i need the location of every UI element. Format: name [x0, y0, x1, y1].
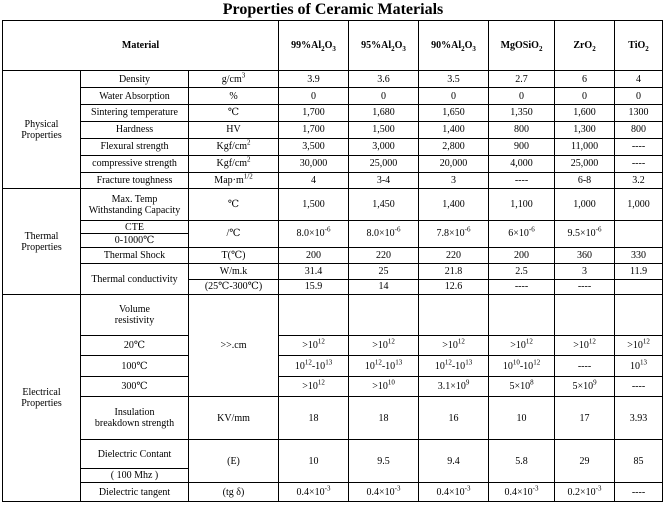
unit-text: g/cm — [221, 73, 242, 85]
property-value: 3.93 — [615, 397, 663, 440]
value-base-2: -10 — [451, 360, 466, 372]
property-label: Dielectric Contant — [81, 440, 189, 469]
value-base: 0.2×10 — [567, 486, 596, 498]
property-value — [555, 221, 615, 248]
unit-text: % — [229, 90, 238, 102]
property-value: 0 — [279, 88, 349, 105]
property-value: 220 — [349, 247, 419, 263]
material-name: TiO — [628, 40, 646, 52]
physical-row — [3, 121, 663, 138]
physical-row — [3, 104, 663, 121]
value-base: 10 — [294, 360, 305, 372]
value-exponent: -3 — [532, 484, 539, 493]
property-unit: (E) — [189, 440, 279, 483]
property-value: 900 — [489, 138, 555, 155]
property-value: 0 — [615, 88, 663, 105]
value-exponent: -6 — [528, 226, 535, 235]
property-value: 18 — [349, 397, 419, 440]
physical-row — [3, 88, 663, 105]
property-value — [615, 221, 663, 248]
property-value — [615, 356, 663, 376]
value-base: 7.8×10 — [436, 228, 465, 240]
property-unit — [189, 71, 279, 88]
value-exponent: -3 — [394, 484, 401, 493]
property-value: ---- — [489, 279, 555, 294]
value-exponent: 12 — [317, 337, 325, 346]
property-value: ---- — [555, 279, 615, 294]
value-base: 9.5×10 — [567, 228, 596, 240]
property-unit: W/m.k — [189, 264, 279, 279]
property-value: 1,500 — [349, 121, 419, 138]
property-value: 3.6 — [349, 71, 419, 88]
unit-text: ℃ — [227, 107, 240, 119]
value-base: >10 — [573, 340, 589, 352]
property-value — [279, 483, 349, 502]
unit-superscript: 2 — [247, 155, 251, 164]
material-subscript: 2 — [538, 45, 543, 54]
unit-text: Kgf/cm — [216, 158, 248, 170]
property-value: 31.4 — [279, 264, 349, 279]
property-label: Thermal Shock — [81, 247, 189, 263]
value-base: 10 — [502, 360, 513, 372]
value-base: 10 — [364, 360, 375, 372]
property-value: 3,500 — [279, 138, 349, 155]
property-value: 1,600 — [555, 104, 615, 121]
property-value: 18 — [279, 397, 349, 440]
material-name: 90%Al — [431, 40, 462, 52]
property-value — [615, 376, 663, 396]
property-unit — [189, 155, 279, 172]
property-value: 0 — [419, 88, 489, 105]
value-exponent: 9 — [593, 378, 597, 387]
property-unit — [189, 121, 279, 138]
property-label: Insulation breakdown strength — [81, 397, 189, 440]
value-base: ---- — [631, 486, 646, 498]
material-subscript-2: 3 — [332, 45, 336, 54]
property-value: 1,700 — [279, 104, 349, 121]
value-base: 3.1×10 — [437, 381, 466, 393]
property-value — [279, 376, 349, 396]
value-base-2: -10 — [311, 360, 326, 372]
property-value: 6-8 — [555, 172, 615, 189]
material-column-header — [615, 21, 663, 71]
property-value — [615, 279, 663, 294]
property-value — [279, 335, 349, 355]
value-base: 0.4×10 — [504, 486, 533, 498]
property-unit — [189, 88, 279, 105]
property-label: Water Absorption — [81, 88, 189, 105]
value-exponent: 10 — [512, 358, 520, 367]
property-value: 1,400 — [419, 121, 489, 138]
value-exponent: 12 — [304, 358, 312, 367]
value-base-2: -10 — [381, 360, 396, 372]
value-exponent: 8 — [530, 378, 534, 387]
material-column-header — [489, 21, 555, 71]
property-value — [615, 294, 663, 335]
property-unit: /℃ — [189, 221, 279, 248]
property-value: 1,500 — [279, 189, 349, 221]
property-value — [489, 356, 555, 376]
material-subscript: 2 — [461, 45, 465, 54]
property-value: 17 — [555, 397, 615, 440]
property-value — [349, 294, 419, 335]
property-label: Fracture toughness — [81, 172, 189, 189]
property-value: 3.9 — [279, 71, 349, 88]
property-value: 16 — [419, 397, 489, 440]
property-value: 12.6 — [419, 279, 489, 294]
unit-superscript: 1/2 — [243, 172, 253, 181]
property-value: 3,000 — [349, 138, 419, 155]
property-value: 10 — [279, 440, 349, 483]
property-label: Sintering temperature — [81, 104, 189, 121]
value-exponent-2: 13 — [395, 358, 403, 367]
property-value: 25 — [349, 264, 419, 279]
value-base: ---- — [631, 381, 646, 393]
value-exponent: 12 — [317, 378, 325, 387]
unit-superscript: 2 — [247, 138, 251, 147]
value-exponent: 12 — [387, 337, 395, 346]
value-exponent-2: 12 — [533, 358, 541, 367]
property-value: 4 — [615, 71, 663, 88]
property-sublabel: 0-1000℃ — [81, 234, 189, 247]
electrical-row — [3, 376, 663, 396]
value-exponent: 12 — [457, 337, 465, 346]
page-title: Properties of Ceramic Materials — [222, 1, 444, 18]
property-label: Volume resistivity — [81, 294, 189, 335]
property-value: 3 — [419, 172, 489, 189]
property-value — [349, 356, 419, 376]
property-value — [349, 483, 419, 502]
property-value — [489, 376, 555, 396]
property-label: 100℃ — [81, 356, 189, 376]
electrical-row — [3, 397, 663, 440]
material-subscript: 2 — [321, 45, 325, 54]
property-value — [419, 221, 489, 248]
property-value: 1,700 — [279, 121, 349, 138]
property-value — [349, 221, 419, 248]
property-value: 2,800 — [419, 138, 489, 155]
property-value: 9.4 — [419, 440, 489, 483]
value-base: >10 — [302, 340, 318, 352]
property-label: 300℃ — [81, 376, 189, 396]
value-exponent: -6 — [394, 226, 401, 235]
property-value: 4 — [279, 172, 349, 189]
value-base: 0.4×10 — [366, 486, 395, 498]
value-base: 8.0×10 — [296, 228, 325, 240]
property-value: 25,000 — [349, 155, 419, 172]
property-value: 2.7 — [489, 71, 555, 88]
property-value — [489, 335, 555, 355]
property-value: 5.8 — [489, 440, 555, 483]
value-exponent: -6 — [595, 226, 602, 235]
property-value: 1,650 — [419, 104, 489, 121]
electrical-row — [3, 440, 663, 469]
property-value: 10 — [489, 397, 555, 440]
property-unit: >>.cm — [189, 294, 279, 396]
value-exponent: -6 — [464, 226, 471, 235]
value-base: >10 — [627, 340, 643, 352]
property-value: 3-4 — [349, 172, 419, 189]
property-value: ---- — [489, 172, 555, 189]
value-exponent: 12 — [525, 337, 533, 346]
value-exponent: 12 — [444, 358, 452, 367]
property-value — [419, 483, 489, 502]
property-value — [615, 483, 663, 502]
property-label: CTE — [81, 221, 189, 234]
property-value — [349, 335, 419, 355]
property-value — [555, 294, 615, 335]
value-base: 0.4×10 — [296, 486, 325, 498]
property-label: Hardness — [81, 121, 189, 138]
value-base: >10 — [372, 381, 388, 393]
property-value: 4,000 — [489, 155, 555, 172]
property-value: 2.5 — [489, 264, 555, 279]
value-base: 8.0×10 — [366, 228, 395, 240]
property-value: 30,000 — [279, 155, 349, 172]
property-value: 1300 — [615, 104, 663, 121]
property-unit: T(℃) — [189, 247, 279, 263]
property-label: Flexural strength — [81, 138, 189, 155]
property-value — [489, 483, 555, 502]
property-label: Max. Temp Withstanding Capacity — [81, 189, 189, 221]
value-base: 6×10 — [508, 228, 529, 240]
property-value — [419, 376, 489, 396]
value-base: >10 — [510, 340, 526, 352]
property-unit: KV/mm — [189, 397, 279, 440]
property-label: Dielectric tangent — [81, 483, 189, 502]
material-subscript-2: 3 — [472, 45, 476, 54]
property-value: 25,000 — [555, 155, 615, 172]
thermal-row — [3, 221, 663, 234]
property-value: 800 — [489, 121, 555, 138]
property-unit: (25℃-300℃) — [189, 279, 279, 294]
property-value: 3.5 — [419, 71, 489, 88]
property-value: 200 — [489, 247, 555, 263]
value-base: 5×10 — [572, 381, 594, 393]
value-exponent: 12 — [588, 337, 596, 346]
electrical-row — [3, 335, 663, 355]
property-unit: (tg δ) — [189, 483, 279, 502]
property-value: 800 — [615, 121, 663, 138]
property-value: 330 — [615, 247, 663, 263]
property-sublabel: ( 100 Mhz ) — [81, 469, 189, 483]
value-base-2: -10 — [519, 360, 534, 372]
property-label: Density — [81, 71, 189, 88]
property-value — [349, 376, 419, 396]
material-name-mid: O — [394, 40, 403, 52]
material-subscript-2: 3 — [402, 45, 406, 54]
property-value — [419, 294, 489, 335]
property-value: 11,000 — [555, 138, 615, 155]
material-column-header — [279, 21, 349, 71]
property-value — [555, 483, 615, 502]
physical-row — [3, 172, 663, 189]
physical-row — [3, 155, 663, 172]
property-label: Thermal conductivity — [81, 264, 189, 295]
unit-superscript: 3 — [241, 71, 246, 80]
value-exponent: 10 — [387, 378, 395, 387]
property-value — [555, 376, 615, 396]
unit-text: HV — [226, 124, 241, 136]
value-exponent: 13 — [640, 358, 648, 367]
group-thermal: Thermal Properties — [3, 189, 81, 294]
property-value: 1,000 — [555, 189, 615, 221]
property-value: 29 — [555, 440, 615, 483]
property-value: 6 — [555, 71, 615, 88]
material-subscript: 2 — [592, 45, 596, 54]
property-value: 220 — [419, 247, 489, 263]
property-value: 0 — [555, 88, 615, 105]
property-value — [489, 294, 555, 335]
property-value: 1,450 — [349, 189, 419, 221]
property-value — [279, 294, 349, 335]
property-value — [279, 356, 349, 376]
value-exponent: 12 — [374, 358, 382, 367]
material-name: MgOSiO — [500, 40, 539, 52]
value-exponent: 9 — [465, 378, 470, 387]
property-value: 0 — [489, 88, 555, 105]
property-value: 1,680 — [349, 104, 419, 121]
property-value: 9.5 — [349, 440, 419, 483]
thermal-row — [3, 247, 663, 263]
physical-row — [3, 71, 663, 88]
property-value: 360 — [555, 247, 615, 263]
property-value: 1,300 — [555, 121, 615, 138]
properties-table — [2, 20, 663, 502]
property-value: 3.2 — [615, 172, 663, 189]
property-unit: ℃ — [189, 189, 279, 221]
value-base: ---- — [577, 360, 592, 372]
property-value: 20,000 — [419, 155, 489, 172]
material-column-header — [349, 21, 419, 71]
material-name-mid: O — [464, 40, 473, 52]
material-subscript: 2 — [645, 45, 649, 54]
property-value — [279, 221, 349, 248]
material-name: 99%Al — [291, 40, 322, 52]
property-value: ---- — [615, 138, 663, 155]
property-value: 11.9 — [615, 264, 663, 279]
property-value: 21.8 — [419, 264, 489, 279]
value-base: >10 — [372, 340, 388, 352]
property-value: 15.9 — [279, 279, 349, 294]
property-value: 1,000 — [615, 189, 663, 221]
value-exponent: -3 — [324, 484, 331, 493]
unit-text: Map·m — [214, 174, 244, 186]
property-value — [419, 335, 489, 355]
property-value: 14 — [349, 279, 419, 294]
property-value — [615, 335, 663, 355]
material-subscript: 2 — [391, 45, 395, 54]
property-value — [419, 356, 489, 376]
property-value: 85 — [615, 440, 663, 483]
group-electrical: Electrical Properties — [3, 294, 81, 501]
property-value: 3 — [555, 264, 615, 279]
material-column-header — [419, 21, 489, 71]
value-base: >10 — [442, 340, 458, 352]
value-exponent: -3 — [595, 484, 602, 493]
unit-text: Kgf/cm — [216, 141, 248, 153]
property-value: ---- — [615, 155, 663, 172]
value-exponent-2: 13 — [465, 358, 473, 367]
value-base: 5×10 — [509, 381, 531, 393]
thermal-row — [3, 264, 663, 279]
electrical-row — [3, 356, 663, 376]
value-exponent: -6 — [324, 226, 331, 235]
material-header: Material — [3, 21, 279, 71]
physical-row — [3, 138, 663, 155]
material-column-header — [555, 21, 615, 71]
value-base: 10 — [630, 360, 641, 372]
property-value: 1,400 — [419, 189, 489, 221]
value-base: 10 — [434, 360, 445, 372]
property-unit — [189, 138, 279, 155]
property-value: 0 — [349, 88, 419, 105]
group-physical: Physical Properties — [3, 71, 81, 189]
property-value: 1,350 — [489, 104, 555, 121]
thermal-row — [3, 189, 663, 221]
material-name-mid: O — [324, 40, 333, 52]
material-name: 95%Al — [361, 40, 392, 52]
value-exponent: 12 — [642, 337, 650, 346]
value-exponent-2: 13 — [325, 358, 333, 367]
value-base: >10 — [302, 381, 318, 393]
material-name: ZrO — [573, 40, 593, 52]
property-unit — [189, 172, 279, 189]
property-value: 200 — [279, 247, 349, 263]
property-value — [555, 356, 615, 376]
value-base: 0.4×10 — [436, 486, 465, 498]
electrical-row — [3, 294, 663, 335]
value-exponent: -3 — [464, 484, 471, 493]
electrical-row — [3, 483, 663, 502]
property-label: 20℃ — [81, 335, 189, 355]
property-unit — [189, 104, 279, 121]
property-value — [555, 335, 615, 355]
header-row — [3, 21, 663, 71]
property-value: 1,100 — [489, 189, 555, 221]
property-value — [489, 221, 555, 248]
property-label: compressive strength — [81, 155, 189, 172]
